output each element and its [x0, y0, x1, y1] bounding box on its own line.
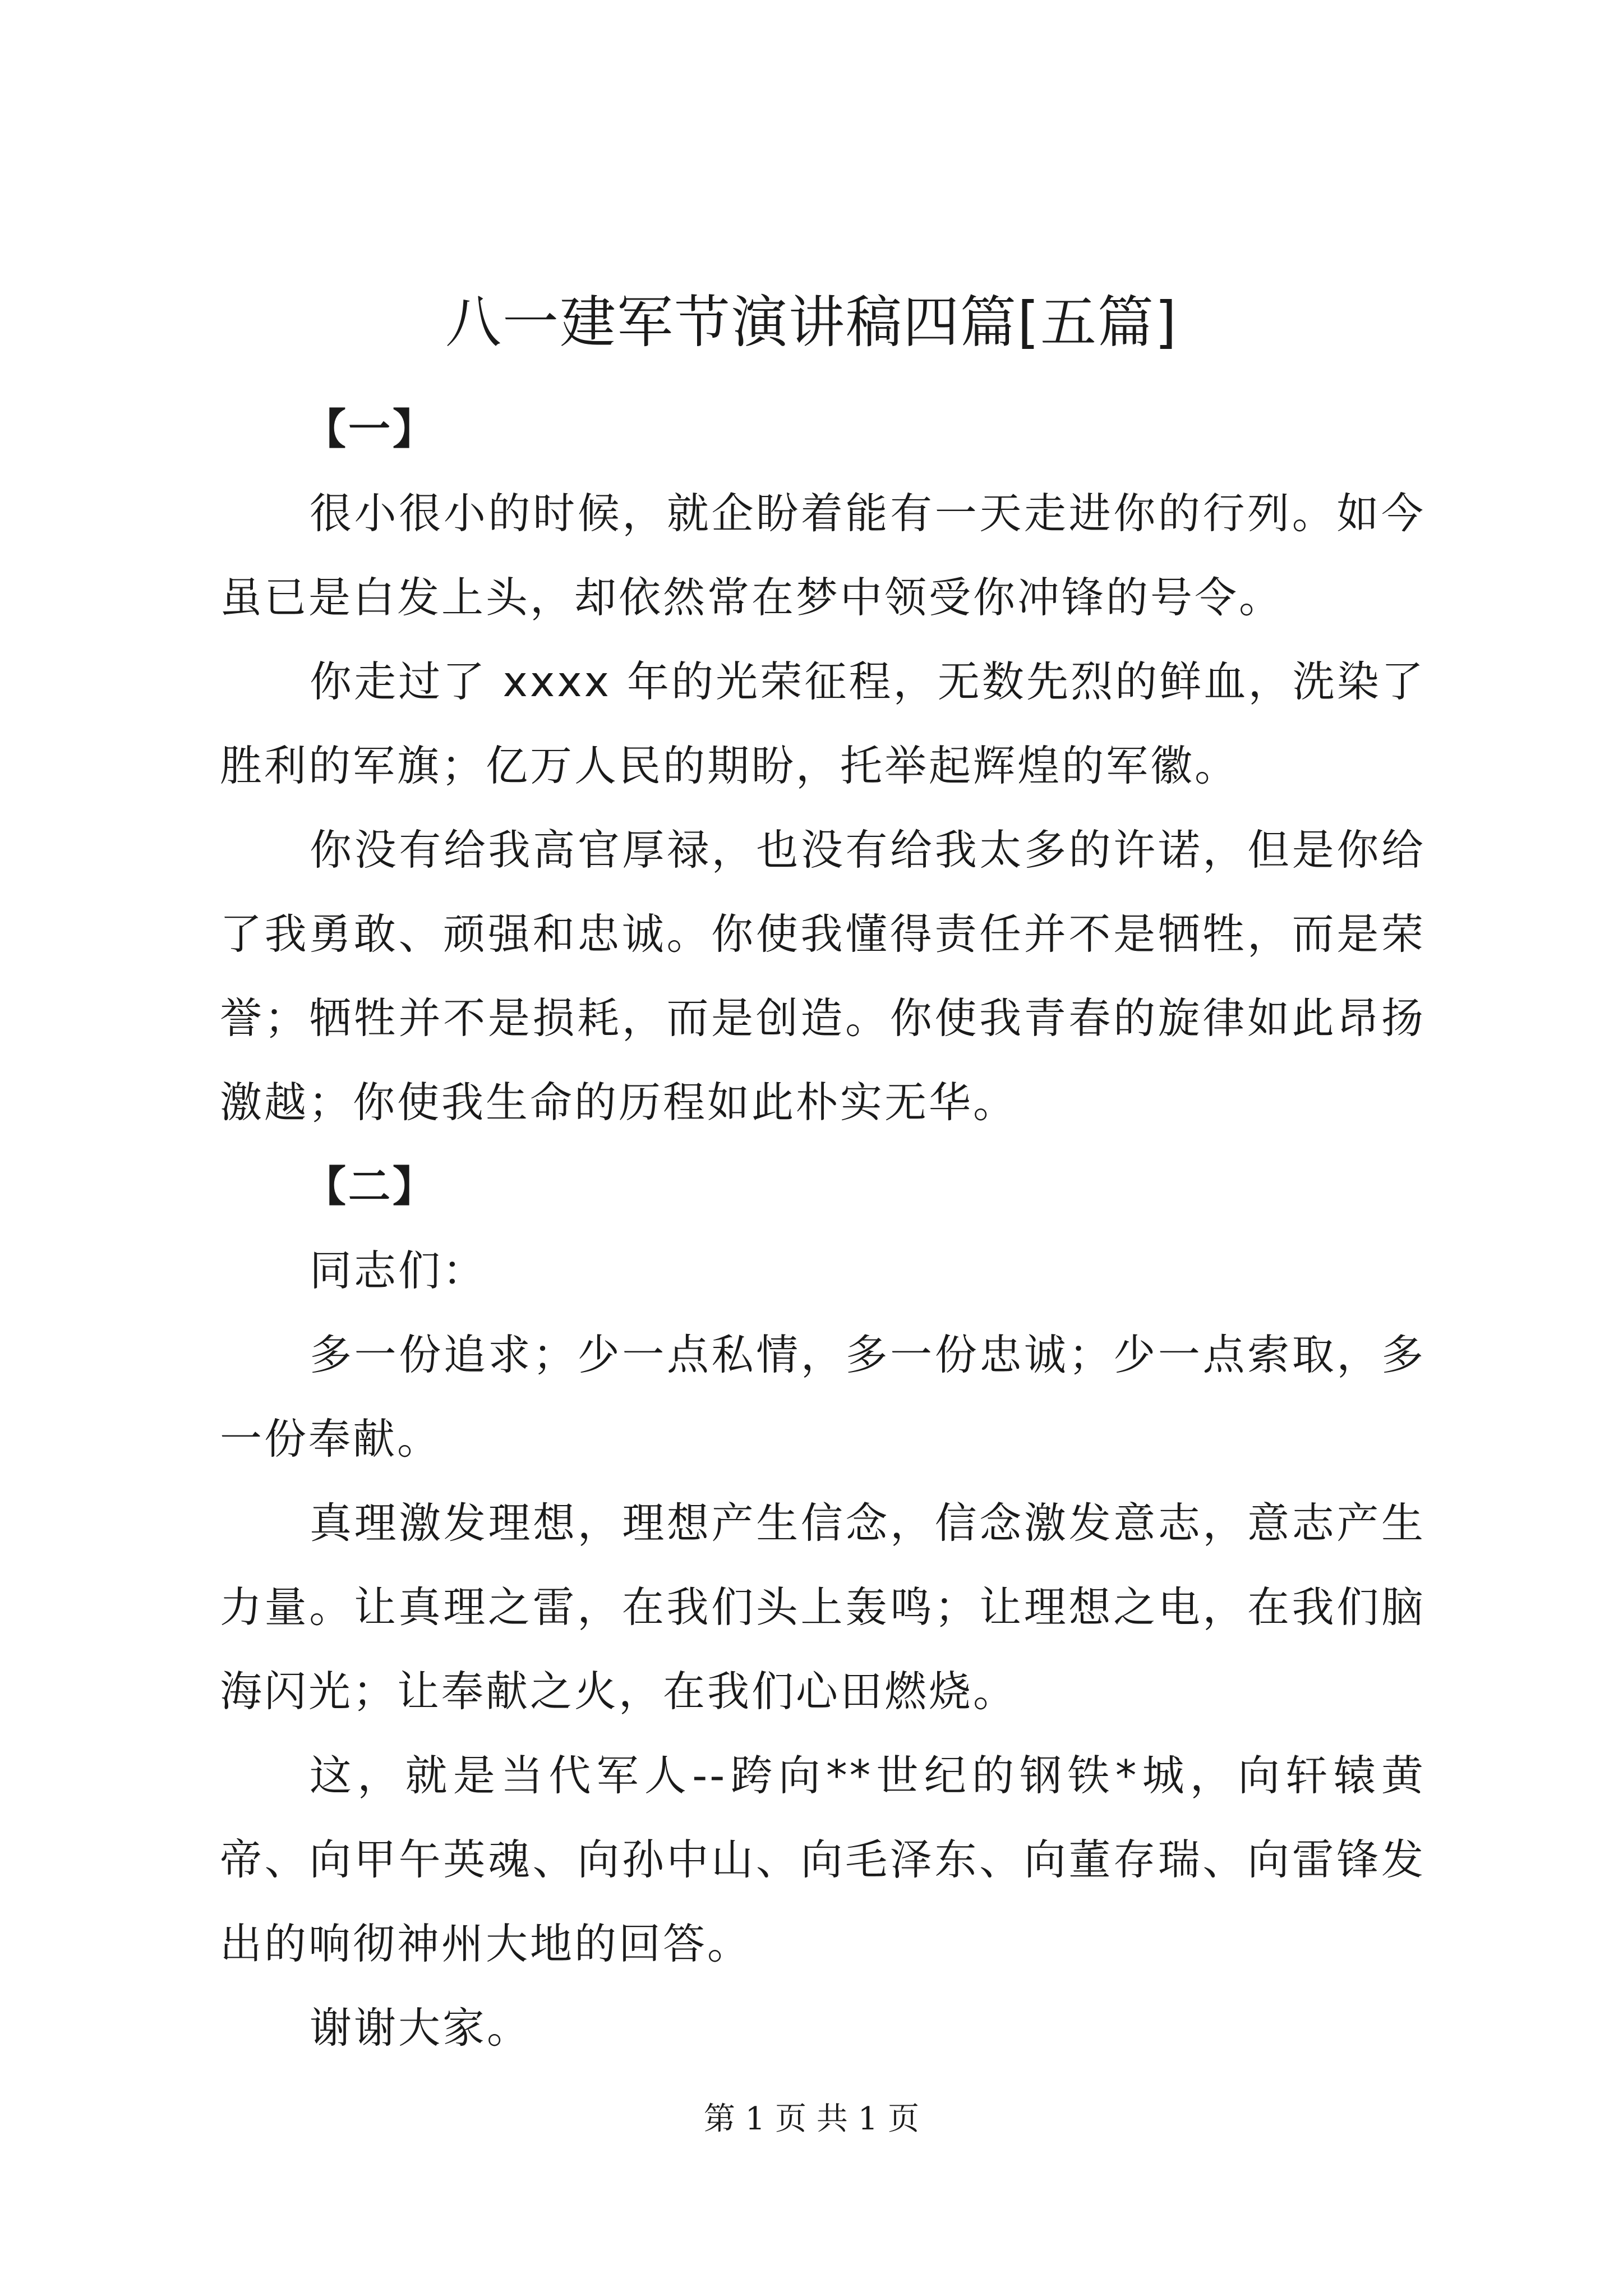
paragraph: 你没有给我高官厚禄，也没有给我太多的许诺，但是你给了我勇敢、顽强和忠诚。你使我懂得责任并不是牺牲，而是荣誉；牺牲并不是损耗，而是创造。你使我青春的旋律如此昂扬激越；你使我生命的历程如此朴实无华。 [220, 825, 1426, 1127]
greeting: 同志们： [310, 1246, 487, 1295]
section-heading-one: 【一】 [304, 404, 437, 454]
paragraph: 这，就是当代军人--跨向**世纪的钢铁*城，向轩辕黄帝、向甲午英魂、向孙中山、向毛泽东、向董存瑞、向雷锋发出的响彻神州大地的回答。 [220, 1751, 1426, 1968]
document-title: 八一建军节演讲稿四篇[五篇] [445, 289, 1178, 355]
paragraph: 多一份追求；少一点私情，多一份忠诚；少一点索取，多一份奉献。 [220, 1330, 1426, 1464]
paragraph: 很小很小的时候，就企盼着能有一天走进你的行列。如今虽已是白发上头，却依然常在梦中领受你冲锋的号令。 [220, 489, 1426, 622]
paragraph: 你走过了 xxxx 年的光荣征程，无数先烈的鲜血，洗染了胜利的军旗；亿万人民的期盼，托举起辉煌的军徽。 [220, 657, 1426, 790]
page-footer: 第 1 页 共 1 页 [703, 2101, 920, 2137]
document-body [220, 387, 1426, 2070]
closing: 谢谢大家。 [310, 2003, 532, 2053]
paragraph: 真理激发理想，理想产生信念，信念激发意志，意志产生力量。让真理之雷，在我们头上轰鸣；让理想之电，在我们脑海闪光；让奉献之火，在我们心田燃烧。 [220, 1498, 1426, 1716]
section-heading-two: 【二】 [304, 1162, 437, 1211]
